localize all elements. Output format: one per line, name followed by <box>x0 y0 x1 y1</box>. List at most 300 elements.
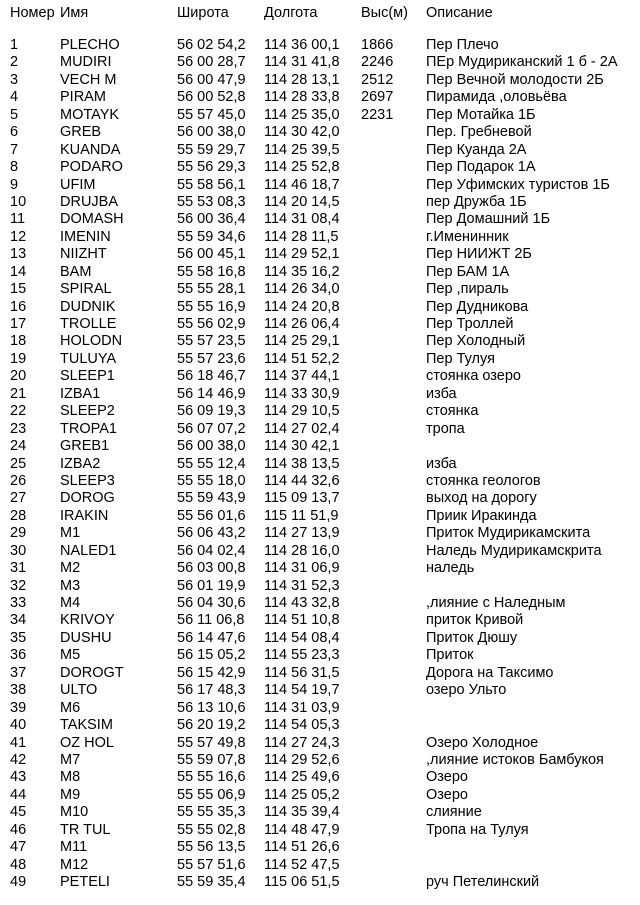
table-row <box>0 752 640 769</box>
row-latitude: 56 14 46,9 <box>177 385 246 402</box>
row-description: Приик Иракинда <box>426 507 537 524</box>
row-latitude: 56 04 02,4 <box>177 542 246 559</box>
row-name: TULUYA <box>60 350 117 367</box>
row-latitude: 56 04 30,6 <box>177 595 246 611</box>
row-description: Пер Мотайка 1Б <box>426 106 536 123</box>
row-name: GREB1 <box>60 438 110 455</box>
row-description: Пер Вечной молодости 2Б <box>426 71 604 88</box>
row-latitude: 56 15 05,2 <box>177 647 246 664</box>
table-row <box>0 490 640 507</box>
row-name: NALED1 <box>60 542 117 559</box>
table-row <box>0 543 640 560</box>
row-longitude: 114 38 13,5 <box>264 455 340 472</box>
row-latitude: 56 01 19,9 <box>177 577 246 594</box>
row-latitude: 56 03 00,8 <box>177 560 246 577</box>
row-latitude: 56 00 47,9 <box>177 71 246 88</box>
row-longitude: 114 25 05,2 <box>264 786 340 803</box>
row-number: 34 <box>10 612 27 629</box>
row-description: стоянка <box>426 403 479 420</box>
row-number: 39 <box>10 699 27 716</box>
row-number: 42 <box>10 751 27 768</box>
row-latitude: 55 59 35,4 <box>177 874 246 890</box>
row-longitude: 114 29 52,1 <box>264 246 340 263</box>
row-number: 37 <box>10 664 27 681</box>
row-number: 10 <box>10 193 27 210</box>
table-row <box>0 595 640 612</box>
row-name: DOROGT <box>60 664 124 681</box>
row-latitude: 56 17 48,3 <box>177 682 246 699</box>
row-number: 28 <box>10 507 27 524</box>
row-latitude: 56 09 19,3 <box>177 403 246 420</box>
row-name: TR TUL <box>60 821 111 838</box>
row-latitude: 56 06 43,2 <box>177 525 246 542</box>
row-number: 2 <box>10 54 19 71</box>
row-number: 32 <box>10 577 27 594</box>
row-longitude: 114 35 39,4 <box>264 804 340 821</box>
row-number: 13 <box>10 246 27 263</box>
row-description: Наледь Мудирикамскрита <box>426 542 602 559</box>
row-number: 30 <box>10 542 27 559</box>
row-description: Пер Куанда 2А <box>426 141 527 158</box>
table-row <box>0 839 640 856</box>
table-row <box>0 37 640 54</box>
row-number: 8 <box>10 159 19 176</box>
row-name: DRUJBA <box>60 193 119 210</box>
row-longitude: 114 30 42,0 <box>264 124 340 141</box>
row-latitude: 55 55 06,9 <box>177 786 246 803</box>
table-row <box>0 368 640 385</box>
row-name: PODARO <box>60 159 123 176</box>
table-body <box>0 37 640 891</box>
row-longitude: 114 33 30,9 <box>264 385 340 402</box>
table-row <box>0 612 640 629</box>
row-longitude: 114 54 08,4 <box>264 629 340 646</box>
row-name: M9 <box>60 786 81 803</box>
row-description: стоянка геологов <box>426 472 541 489</box>
table-row <box>0 264 640 281</box>
row-description: Пер БАМ 1А <box>426 263 510 280</box>
row-description: Пер Тулуя <box>426 350 495 367</box>
row-longitude: 114 31 08,4 <box>264 211 340 228</box>
row-longitude: 114 43 32,8 <box>264 595 340 611</box>
row-latitude: 55 56 02,9 <box>177 316 246 332</box>
row-number: 15 <box>10 281 27 298</box>
table-row <box>0 665 640 682</box>
table-row <box>0 211 640 228</box>
row-number: 31 <box>10 560 27 577</box>
row-number: 24 <box>10 438 27 455</box>
row-number: 3 <box>10 71 19 88</box>
row-longitude: 114 44 32,6 <box>264 472 340 489</box>
row-longitude: 115 11 51,9 <box>264 507 339 524</box>
row-number: 21 <box>10 385 27 402</box>
row-name: SLEEP1 <box>60 368 115 385</box>
row-description: ПЕр Мудириканский 1 б - 2А <box>426 54 618 71</box>
row-latitude: 56 18 46,7 <box>177 368 246 385</box>
row-number: 35 <box>10 629 27 646</box>
row-name: PIRAM <box>60 89 106 106</box>
row-number: 12 <box>10 228 27 245</box>
row-latitude: 55 58 16,8 <box>177 263 246 280</box>
row-number: 48 <box>10 856 27 873</box>
row-latitude: 56 00 36,4 <box>177 211 246 228</box>
table-row <box>0 473 640 490</box>
row-description: Пер Подарок 1А <box>426 159 536 176</box>
row-longitude: 115 06 51,5 <box>264 874 340 890</box>
row-name: HOLODN <box>60 333 123 350</box>
header-latitude: Широта <box>177 5 229 21</box>
row-description: Пер НИИЖТ 2Б <box>426 246 532 263</box>
row-name: DUSHU <box>60 629 112 646</box>
table-row <box>0 177 640 194</box>
row-latitude: 56 00 28,7 <box>177 54 246 71</box>
row-name: M6 <box>60 699 81 716</box>
table-row <box>0 421 640 438</box>
row-longitude: 114 28 33,8 <box>264 89 340 106</box>
row-longitude: 114 51 52,2 <box>264 350 340 367</box>
table-row <box>0 229 640 246</box>
row-longitude: 114 48 47,9 <box>264 821 340 838</box>
header-longitude: Долгота <box>264 5 318 21</box>
table-row <box>0 682 640 699</box>
row-number: 7 <box>10 141 19 158</box>
row-latitude: 55 57 23,5 <box>177 333 246 350</box>
row-name: PLECHO <box>60 37 120 53</box>
row-latitude: 56 02 54,2 <box>177 37 246 53</box>
row-number: 43 <box>10 769 27 786</box>
row-longitude: 114 25 49,6 <box>264 769 340 786</box>
table-row <box>0 804 640 821</box>
row-name: DOMASH <box>60 211 124 228</box>
table-row <box>0 700 640 717</box>
row-number: 11 <box>10 211 26 228</box>
table-row <box>0 717 640 734</box>
header-number: Номер <box>10 5 55 21</box>
row-longitude: 114 25 29,1 <box>264 333 340 350</box>
row-name: BAM <box>60 263 92 280</box>
row-number: 25 <box>10 455 27 472</box>
row-longitude: 114 25 52,8 <box>264 159 340 176</box>
row-longitude: 114 31 52,3 <box>264 577 340 594</box>
table-row <box>0 578 640 595</box>
table-row <box>0 647 640 664</box>
row-description: Пер Дудникова <box>426 298 529 315</box>
row-longitude: 115 09 13,7 <box>264 490 340 507</box>
row-number: 45 <box>10 804 27 821</box>
row-longitude: 114 28 16,0 <box>264 542 340 559</box>
row-longitude: 114 55 23,3 <box>264 647 340 664</box>
table-row <box>0 508 640 525</box>
row-name: M11 <box>60 839 88 856</box>
row-description: Пер ,пираль <box>426 281 509 298</box>
row-altitude: 2231 <box>361 106 394 123</box>
row-name: OZ HOL <box>60 734 114 751</box>
row-longitude: 114 56 31,5 <box>264 664 340 681</box>
row-latitude: 55 56 01,6 <box>177 507 246 524</box>
row-latitude: 55 57 23,6 <box>177 350 246 367</box>
table-row <box>0 874 640 891</box>
table-row <box>0 351 640 368</box>
row-number: 23 <box>10 420 27 437</box>
row-longitude: 114 37 44,1 <box>264 368 340 385</box>
row-number: 38 <box>10 682 27 699</box>
row-name: IMENIN <box>60 228 111 245</box>
row-name: M5 <box>60 647 81 664</box>
row-description: Приток Дюшу <box>426 629 518 646</box>
row-number: 19 <box>10 350 27 367</box>
row-altitude: 2246 <box>361 54 394 71</box>
table-row <box>0 560 640 577</box>
row-description: г.Именинник <box>426 228 509 245</box>
row-altitude: 2697 <box>361 89 394 106</box>
row-latitude: 55 59 43,9 <box>177 490 246 507</box>
row-longitude: 114 31 41,8 <box>264 54 340 71</box>
row-number: 29 <box>10 525 27 542</box>
row-name: VECH M <box>60 71 117 88</box>
row-number: 9 <box>10 176 19 193</box>
row-longitude: 114 27 24,3 <box>264 734 340 751</box>
row-latitude: 55 55 18,0 <box>177 472 246 489</box>
row-longitude: 114 54 05,3 <box>264 717 340 734</box>
row-description: пер Дружба 1Б <box>426 193 527 210</box>
row-description: Пер Уфимских туристов 1Б <box>426 176 610 193</box>
table-row <box>0 107 640 124</box>
table-row <box>0 54 640 71</box>
row-longitude: 114 24 20,8 <box>264 298 340 315</box>
row-description: ,лияние истоков Бамбукоя <box>426 751 604 768</box>
table-row <box>0 456 640 473</box>
row-number: 5 <box>10 106 19 123</box>
table-row <box>0 194 640 211</box>
row-number: 47 <box>10 839 27 856</box>
row-description: руч Петелинский <box>426 874 540 890</box>
table-row <box>0 72 640 89</box>
row-name: SLEEP2 <box>60 403 115 420</box>
table-row <box>0 630 640 647</box>
row-number: 33 <box>10 595 27 611</box>
row-latitude: 56 20 19,2 <box>177 717 246 734</box>
row-longitude: 114 28 13,1 <box>264 71 340 88</box>
row-latitude: 55 53 08,3 <box>177 193 246 210</box>
row-longitude: 114 26 34,0 <box>264 281 340 298</box>
table-row <box>0 316 640 333</box>
table-header <box>0 2 640 24</box>
table-row <box>0 525 640 542</box>
row-latitude: 55 56 13,5 <box>177 839 246 856</box>
table-row <box>0 246 640 263</box>
table-row <box>0 822 640 839</box>
row-name: MUDIRI <box>60 54 112 71</box>
row-description: Озеро Холодное <box>426 734 539 751</box>
row-longitude: 114 25 35,0 <box>264 106 340 123</box>
row-description: стоянка озеро <box>426 368 521 385</box>
row-description: наледь <box>426 560 475 577</box>
row-latitude: 56 11 06,8 <box>177 612 245 629</box>
row-description: изба <box>426 385 457 402</box>
row-longitude: 114 36 00,1 <box>264 37 340 53</box>
row-latitude: 56 00 45,1 <box>177 246 246 263</box>
row-latitude: 55 57 51,6 <box>177 856 246 873</box>
row-latitude: 56 14 47,6 <box>177 629 246 646</box>
row-name: KRIVOY <box>60 612 115 629</box>
row-name: MOTAYK <box>60 106 120 123</box>
row-name: KUANDA <box>60 141 121 158</box>
table-row <box>0 386 640 403</box>
row-number: 26 <box>10 472 27 489</box>
row-name: GREB <box>60 124 102 141</box>
row-latitude: 55 59 29,7 <box>177 141 246 158</box>
row-number: 17 <box>10 316 27 332</box>
row-description: Пирамида ,оловьёва <box>426 89 567 106</box>
row-latitude: 56 00 52,8 <box>177 89 246 106</box>
row-number: 4 <box>10 89 19 106</box>
row-name: M4 <box>60 595 81 611</box>
header-gap <box>0 24 640 37</box>
row-number: 16 <box>10 298 27 315</box>
row-latitude: 55 59 07,8 <box>177 751 246 768</box>
row-name: SLEEP3 <box>60 472 115 489</box>
row-number: 20 <box>10 368 27 385</box>
row-latitude: 56 13 10,6 <box>177 699 246 716</box>
row-description: тропа <box>426 420 465 437</box>
row-name: IZBA2 <box>60 455 101 472</box>
row-latitude: 55 58 56,1 <box>177 176 246 193</box>
row-name: IRAKIN <box>60 507 109 524</box>
row-number: 36 <box>10 647 27 664</box>
row-number: 18 <box>10 333 27 350</box>
row-number: 41 <box>10 734 27 751</box>
row-longitude: 114 29 52,6 <box>264 751 340 768</box>
row-description: Пер. Гребневой <box>426 124 532 141</box>
row-longitude: 114 28 11,5 <box>264 228 339 245</box>
row-latitude: 55 55 12,4 <box>177 455 246 472</box>
table-row <box>0 159 640 176</box>
row-number: 49 <box>10 874 27 890</box>
row-altitude: 2512 <box>361 71 394 88</box>
row-name: TROPA1 <box>60 420 117 437</box>
row-name: NIIZHT <box>60 246 107 263</box>
row-description: Приток <box>426 647 474 664</box>
row-longitude: 114 35 16,2 <box>264 263 340 280</box>
row-name: M12 <box>60 856 89 873</box>
row-name: TAKSIM <box>60 717 113 734</box>
table-row <box>0 142 640 159</box>
table-row <box>0 735 640 752</box>
row-latitude: 55 55 16,6 <box>177 769 246 786</box>
header-description: Описание <box>426 5 493 21</box>
row-name: M2 <box>60 560 81 577</box>
row-name: PETELI <box>60 874 110 890</box>
row-latitude: 55 55 28,1 <box>177 281 246 298</box>
row-altitude: 1866 <box>361 37 394 53</box>
row-latitude: 55 55 35,3 <box>177 804 246 821</box>
table-row <box>0 281 640 298</box>
row-latitude: 55 59 34,6 <box>177 228 246 245</box>
row-number: 1 <box>10 37 19 53</box>
row-longitude: 114 27 13,9 <box>264 525 340 542</box>
row-longitude: 114 52 47,5 <box>264 856 340 873</box>
row-description: Пер Домашний 1Б <box>426 211 551 228</box>
row-description: Пер Плечо <box>426 37 499 53</box>
row-description: озеро Ульто <box>426 682 507 699</box>
row-longitude: 114 31 03,9 <box>264 699 340 716</box>
row-latitude: 55 55 16,9 <box>177 298 246 315</box>
row-description: Тропа на Тулуя <box>426 821 529 838</box>
row-name: ULTO <box>60 682 98 699</box>
table-row <box>0 89 640 106</box>
row-latitude: 55 56 29,3 <box>177 159 246 176</box>
row-latitude: 55 55 02,8 <box>177 821 246 838</box>
row-name: M8 <box>60 769 81 786</box>
row-name: SPIRAL <box>60 281 112 298</box>
table-row <box>0 299 640 316</box>
row-latitude: 56 07 07,2 <box>177 420 246 437</box>
row-description: Пер Троллей <box>426 316 514 332</box>
row-longitude: 114 29 10,5 <box>264 403 340 420</box>
row-description: изба <box>426 455 457 472</box>
row-description: Дорога на Таксимо <box>426 664 554 681</box>
row-name: DUDNIK <box>60 298 116 315</box>
row-latitude: 56 15 42,9 <box>177 664 246 681</box>
row-description: выход на дорогу <box>426 490 537 507</box>
row-longitude: 114 30 42,1 <box>264 438 340 455</box>
row-name: M7 <box>60 751 81 768</box>
header-name: Имя <box>60 5 89 21</box>
row-longitude: 114 51 10,8 <box>264 612 340 629</box>
row-longitude: 114 25 39,5 <box>264 141 340 158</box>
row-longitude: 114 54 19,7 <box>264 682 340 699</box>
row-name: M3 <box>60 577 81 594</box>
row-description: слияние <box>426 804 482 821</box>
row-longitude: 114 20 14,5 <box>264 193 340 210</box>
row-name: TROLLE <box>60 316 117 332</box>
table-row <box>0 333 640 350</box>
row-longitude: 114 51 26,6 <box>264 839 340 856</box>
row-number: 44 <box>10 786 27 803</box>
row-name: IZBA1 <box>60 385 101 402</box>
row-longitude: 114 31 06,9 <box>264 560 340 577</box>
row-number: 22 <box>10 403 27 420</box>
row-longitude: 114 26 06,4 <box>264 316 340 332</box>
row-description: приток Кривой <box>426 612 524 629</box>
row-number: 27 <box>10 490 27 507</box>
row-description: Озеро <box>426 769 468 786</box>
row-description: ,лияние с Наледным <box>426 595 566 611</box>
row-number: 6 <box>10 124 19 141</box>
table-row <box>0 787 640 804</box>
row-number: 40 <box>10 717 27 734</box>
row-name: M10 <box>60 804 89 821</box>
row-latitude: 56 00 38,0 <box>177 124 246 141</box>
row-description: Озеро <box>426 786 468 803</box>
row-number: 46 <box>10 821 27 838</box>
row-description: Пер Холодный <box>426 333 526 350</box>
row-description: Приток Мудирикамскита <box>426 525 591 542</box>
row-latitude: 56 00 38,0 <box>177 438 246 455</box>
row-name: UFIM <box>60 176 96 193</box>
header-altitude: Выс(м) <box>361 5 408 21</box>
row-name: DOROG <box>60 490 115 507</box>
row-name: M1 <box>60 525 81 542</box>
row-number: 14 <box>10 263 27 280</box>
table-row <box>0 857 640 874</box>
row-latitude: 55 57 45,0 <box>177 106 246 123</box>
table-row <box>0 769 640 786</box>
row-longitude: 114 27 02,4 <box>264 420 340 437</box>
table-row <box>0 124 640 141</box>
table-row <box>0 403 640 420</box>
table-row <box>0 438 640 455</box>
